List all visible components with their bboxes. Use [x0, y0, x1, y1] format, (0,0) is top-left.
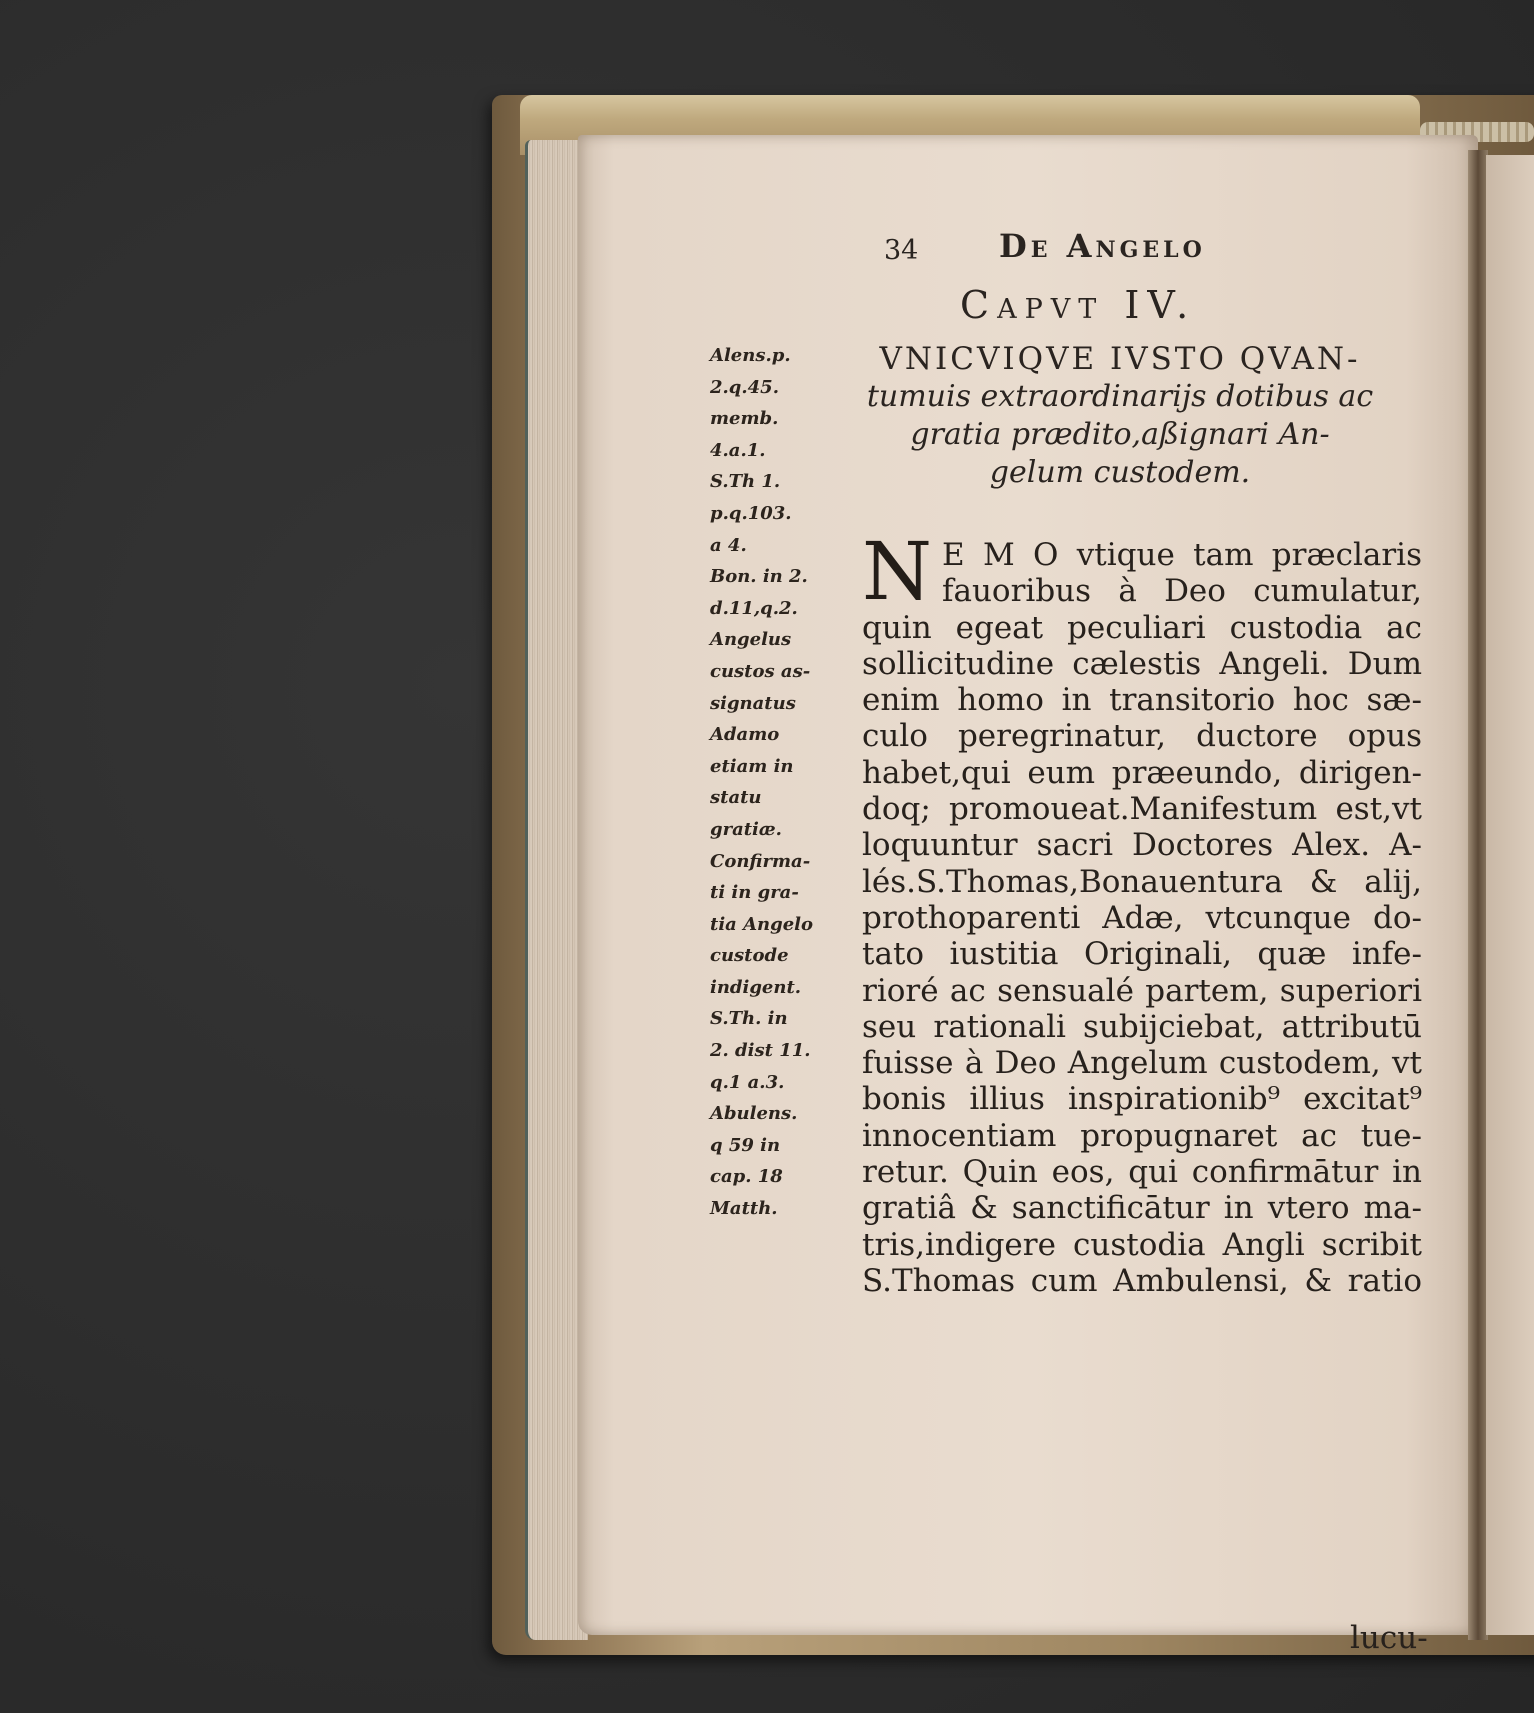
body-text [862, 537, 1422, 1299]
margin-note-line: ti in gra- [710, 882, 799, 904]
facing-page-edge [1486, 155, 1534, 1635]
margin-note-line: etiam in [710, 755, 794, 777]
margin-note-line: signatus [710, 692, 796, 714]
margin-note-line: indigent. [710, 976, 802, 998]
body-line: innocentiam propugnaret ac tue- [862, 1117, 1422, 1154]
body-line: fauoribus à Deo cumulatur, [942, 573, 1422, 610]
margin-note-line: Confirma- [710, 850, 811, 872]
body-line: loquuntur sacri Doctores Alex. A- [862, 827, 1422, 864]
margin-note-line: S.Th. in [710, 1008, 788, 1030]
margin-note-line: cap. 18 [710, 1166, 783, 1188]
body-line: culo peregrinatur, ductore opus [862, 718, 1422, 755]
body-line: lés.S.Thomas,Bonauentura & alij, [862, 863, 1422, 900]
margin-note-line: Alens.p. [710, 345, 791, 366]
margin-note-line: Bon. in 2. [710, 566, 808, 588]
chapter-title-line: tumuis extraordinarijs dotibus ac [866, 379, 1374, 414]
margin-note-line: Angelus [710, 629, 792, 651]
book-gutter [1468, 150, 1488, 1640]
margin-note-line: Adamo [710, 724, 780, 746]
body-line: E M O vtique tam præclaris [942, 537, 1422, 573]
margin-note-line: tia Angelo [710, 913, 814, 935]
running-title: De Angelo [999, 227, 1206, 265]
margin-note-line: 2.q.45. [710, 376, 779, 398]
body-line: rioré ac sensualé partem, superiori [862, 972, 1422, 1009]
margin-note-line: q.1 a.3. [710, 1071, 785, 1093]
margin-note-line: p.q.103. [710, 502, 792, 524]
margin-note-line: custos as- [710, 660, 811, 682]
margin-note-line: 2. dist 11. [710, 1040, 811, 1062]
margin-note-line: q 59 in [710, 1134, 781, 1156]
body-line: fuisse à Deo Angelum custodem, vt [862, 1045, 1422, 1082]
body-line: habet,qui eum præeundo, dirigen- [862, 754, 1422, 791]
margin-note-line: d.11,q.2. [710, 597, 798, 619]
body-line: gratiâ & sanctificātur in vtero ma- [862, 1190, 1422, 1227]
margin-note-line: Abulens. [710, 1103, 798, 1125]
page-number: 34 [884, 235, 919, 266]
chapter-title-line: gratia prædito,aßignari An- [910, 417, 1330, 452]
margin-note-line: custode [710, 945, 789, 967]
body-line: enim homo in transitorio hoc sæ- [862, 682, 1422, 719]
running-head [884, 227, 1404, 283]
chapter-heading: Capvt IV. [960, 283, 1197, 327]
margin-note-line: a 4. [710, 534, 747, 556]
chapter-title [830, 340, 1410, 492]
body-line: bonis illius inspirationib⁹ excitat⁹ [862, 1081, 1422, 1118]
body-line: quin egeat peculiari custodia ac [862, 609, 1422, 646]
chapter-title-line: VNICVIQVE IVSTO QVAN- [879, 341, 1361, 377]
body-line: tato iustitia Originali, quæ infe- [862, 936, 1422, 973]
body-line: prothoparenti Adæ, vtcunque do- [862, 899, 1422, 936]
body-line: retur. Quin eos, qui confirmātur in [862, 1154, 1422, 1191]
margin-note-line: memb. [710, 408, 779, 430]
drop-capital: N [862, 525, 932, 618]
margin-note-line: statu [710, 787, 762, 809]
chapter-title-line: gelum custodem. [989, 455, 1251, 490]
body-line: tris,indigere custodia Angli scribit [862, 1226, 1422, 1263]
body-line: sollicitudine cælestis Angeli. Dum [862, 645, 1422, 682]
margin-note-line: Matth. [710, 1198, 778, 1220]
catchword: lucu- [1350, 1620, 1428, 1656]
marginal-notes [710, 340, 845, 1225]
margin-note-line: S.Th 1. [710, 471, 781, 493]
body-line: seu rationali subijciebat, attributū [862, 1008, 1422, 1045]
margin-note-line: 4.a.1. [710, 439, 766, 461]
margin-note-line: gratiæ. [710, 818, 782, 840]
body-line: doq; promoueat.Manifestum est,vt [862, 791, 1422, 828]
body-line: S.Thomas cum Ambulensi, & ratio [862, 1262, 1422, 1299]
